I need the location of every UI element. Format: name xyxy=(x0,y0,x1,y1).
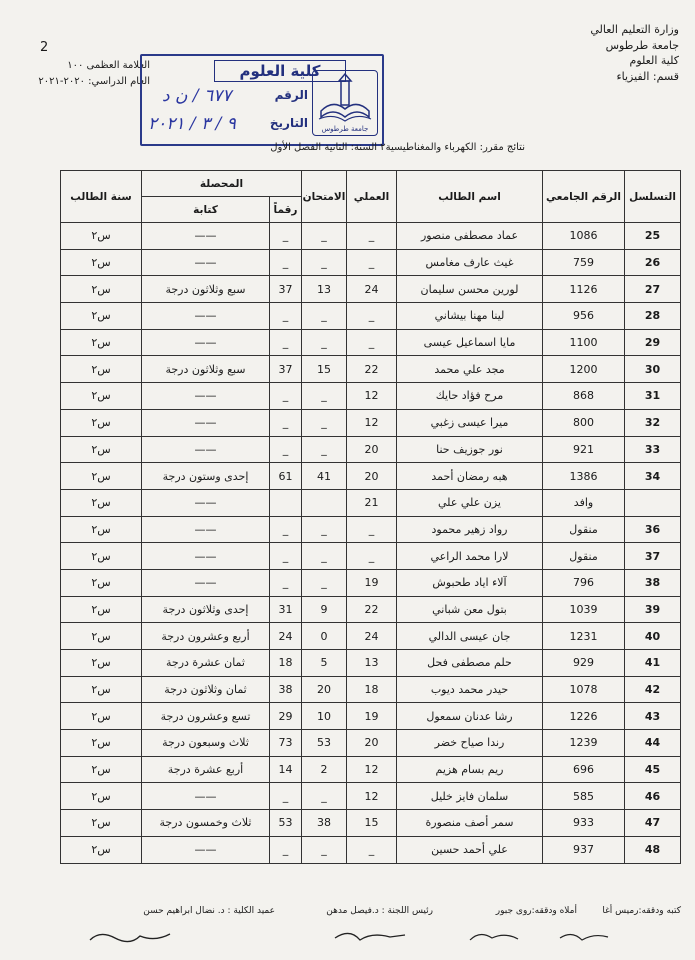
cell-student-year: س٢ xyxy=(61,756,142,783)
cell-exam: 41 xyxy=(302,463,347,490)
cell-univ-no: 1239 xyxy=(543,730,625,757)
cell-student-year: س٢ xyxy=(61,810,142,837)
table-row xyxy=(61,703,681,730)
cell-practical: _ xyxy=(347,543,397,570)
table-row xyxy=(61,383,681,410)
page-number: 2 xyxy=(40,40,49,55)
header-institution xyxy=(499,22,679,84)
cell-univ-no: منقول xyxy=(543,543,625,570)
cell-student-name: سلمان فايز خليل xyxy=(397,783,543,810)
cell-total-words: إحدى وستون درجة xyxy=(142,463,270,490)
stamp-title: كلية العلوم xyxy=(214,60,346,82)
cell-exam: _ xyxy=(302,223,347,250)
table-row xyxy=(61,569,681,596)
cell-student-name: جان عيسى الدالي xyxy=(397,623,543,650)
cell-exam: _ xyxy=(302,383,347,410)
max-mark: العلامة العظمى ١٠٠ xyxy=(67,60,150,71)
cell-student-name: حلم مصطفى فحل xyxy=(397,650,543,677)
cell-serial: 38 xyxy=(625,569,681,596)
cell-total-digits: 31 xyxy=(270,596,302,623)
header-meta xyxy=(30,58,150,90)
cell-total-digits: 38 xyxy=(270,676,302,703)
cell-serial: 27 xyxy=(625,276,681,303)
results-rows xyxy=(61,223,681,864)
cell-student-year: س٢ xyxy=(61,543,142,570)
cell-serial: 44 xyxy=(625,730,681,757)
cell-univ-no: 1226 xyxy=(543,703,625,730)
cell-total-words: —— xyxy=(142,569,270,596)
cell-exam: _ xyxy=(302,409,347,436)
cell-serial: 28 xyxy=(625,303,681,330)
stamp-number-label: الرقم xyxy=(274,88,308,102)
cell-student-name: رشا عدنان سمعول xyxy=(397,703,543,730)
header-year: سنة الطالب xyxy=(61,171,142,223)
cell-practical: 12 xyxy=(347,409,397,436)
table-row xyxy=(61,223,681,250)
cell-total-words: إحدى وثلاثون درجة xyxy=(142,596,270,623)
cell-student-name: سمر أصف منصورة xyxy=(397,810,543,837)
table-row xyxy=(61,303,681,330)
cell-total-words: —— xyxy=(142,409,270,436)
cell-univ-no: منقول xyxy=(543,516,625,543)
cell-student-year: س٢ xyxy=(61,703,142,730)
cell-exam: 20 xyxy=(302,676,347,703)
header-total: المحصلة xyxy=(142,171,302,197)
cell-total-digits: 37 xyxy=(270,276,302,303)
cell-practical: _ xyxy=(347,516,397,543)
cell-total-words: سبع وثلاثون درجة xyxy=(142,276,270,303)
faculty-name: كلية العلوم xyxy=(629,54,679,67)
cell-total-digits: 18 xyxy=(270,650,302,677)
cell-total-words: —— xyxy=(142,783,270,810)
cell-exam: _ xyxy=(302,543,347,570)
table-row xyxy=(61,783,681,810)
cell-exam: 38 xyxy=(302,810,347,837)
cell-univ-no: 1078 xyxy=(543,676,625,703)
cell-univ-no: 1100 xyxy=(543,329,625,356)
cell-serial: 42 xyxy=(625,676,681,703)
cell-exam: 0 xyxy=(302,623,347,650)
cell-practical: 13 xyxy=(347,650,397,677)
cell-student-year: س٢ xyxy=(61,676,142,703)
cell-student-year: س٢ xyxy=(61,356,142,383)
cell-univ-no: 956 xyxy=(543,303,625,330)
cell-total-words: ثمان وثلاثون درجة xyxy=(142,676,270,703)
university-name: جامعة طرطوس xyxy=(605,38,679,52)
seal-text: جامعة طرطوس xyxy=(321,125,369,133)
table-row xyxy=(61,810,681,837)
results-table xyxy=(60,170,681,864)
cell-serial: 39 xyxy=(625,596,681,623)
cell-student-year: س٢ xyxy=(61,223,142,250)
cell-total-words: —— xyxy=(142,303,270,330)
cell-student-name: حيدر محمد ديوب xyxy=(397,676,543,703)
cell-exam: _ xyxy=(302,516,347,543)
cell-serial: 46 xyxy=(625,783,681,810)
cell-serial: 41 xyxy=(625,650,681,677)
cell-student-name: يزن علي علي xyxy=(397,489,543,516)
cell-serial: 26 xyxy=(625,249,681,276)
cell-univ-no: 1386 xyxy=(543,463,625,490)
cell-serial: 47 xyxy=(625,810,681,837)
cell-student-name: آلاء اياد طحبوش xyxy=(397,569,543,596)
table-row xyxy=(61,676,681,703)
cell-student-year: س٢ xyxy=(61,249,142,276)
header-digits: رقماً xyxy=(270,197,302,223)
cell-univ-no: 1126 xyxy=(543,276,625,303)
cell-student-year: س٢ xyxy=(61,463,142,490)
cell-serial: 37 xyxy=(625,543,681,570)
cell-student-name: رندا صياح خضر xyxy=(397,730,543,757)
table-row xyxy=(61,836,681,863)
cell-serial: 48 xyxy=(625,836,681,863)
cell-student-name: ريم بسام هزيم xyxy=(397,756,543,783)
header-serial: التسلسل xyxy=(625,171,681,223)
header-univ-no: الرقم الجامعي xyxy=(543,171,625,223)
cell-exam: 13 xyxy=(302,276,347,303)
cell-student-year: س٢ xyxy=(61,303,142,330)
cell-total-digits: _ xyxy=(270,569,302,596)
cell-serial: 33 xyxy=(625,436,681,463)
cell-univ-no: 868 xyxy=(543,383,625,410)
cell-practical: 12 xyxy=(347,383,397,410)
cell-univ-no: 1231 xyxy=(543,623,625,650)
cell-univ-no: 921 xyxy=(543,436,625,463)
table-row xyxy=(61,623,681,650)
cell-student-year: س٢ xyxy=(61,489,142,516)
cell-student-name: هبه رمضان أحمد xyxy=(397,463,543,490)
cell-practical: 22 xyxy=(347,596,397,623)
cell-practical: _ xyxy=(347,249,397,276)
cell-univ-no: 933 xyxy=(543,810,625,837)
cell-total-digits: 73 xyxy=(270,730,302,757)
cell-total-words: —— xyxy=(142,489,270,516)
cell-univ-no: 1039 xyxy=(543,596,625,623)
header-name: اسم الطالب xyxy=(397,171,543,223)
cell-serial: 43 xyxy=(625,703,681,730)
cell-serial: 36 xyxy=(625,516,681,543)
cell-total-digits: 37 xyxy=(270,356,302,383)
cell-serial: 32 xyxy=(625,409,681,436)
cell-student-name: بتول معن شباني xyxy=(397,596,543,623)
cell-serial: 30 xyxy=(625,356,681,383)
cell-univ-no: 585 xyxy=(543,783,625,810)
academic-year: العام الدراسي: ٢٠٢٠-٢٠٢١ xyxy=(38,76,150,87)
cell-exam xyxy=(302,489,347,516)
cell-total-digits: _ xyxy=(270,436,302,463)
cell-practical: 20 xyxy=(347,463,397,490)
dictated-signature-label: أملاه ودققه:روى جبور xyxy=(495,906,577,916)
cell-total-digits: _ xyxy=(270,409,302,436)
cell-student-year: س٢ xyxy=(61,329,142,356)
cell-student-name: غيث عارف مغامس xyxy=(397,249,543,276)
cell-serial: 25 xyxy=(625,223,681,250)
cell-exam: _ xyxy=(302,303,347,330)
cell-univ-no: 937 xyxy=(543,836,625,863)
table-row xyxy=(61,249,681,276)
table-row xyxy=(61,650,681,677)
cell-practical: _ xyxy=(347,303,397,330)
table-row xyxy=(61,489,681,516)
cell-univ-no: 800 xyxy=(543,409,625,436)
cell-total-words: —— xyxy=(142,543,270,570)
cell-total-words: ثمان عشرة درجة xyxy=(142,650,270,677)
cell-practical: 12 xyxy=(347,756,397,783)
cell-student-name: ميرا عيسى زغبي xyxy=(397,409,543,436)
table-row xyxy=(61,409,681,436)
table-row xyxy=(61,276,681,303)
cell-total-words: —— xyxy=(142,836,270,863)
cell-exam: 2 xyxy=(302,756,347,783)
ministry-name: وزارة التعليم العالي xyxy=(590,23,679,36)
cell-practical: _ xyxy=(347,223,397,250)
cell-exam: 9 xyxy=(302,596,347,623)
faculty-stamp xyxy=(140,54,384,146)
cell-total-words: سبع وثلاثون درجة xyxy=(142,356,270,383)
cell-student-year: س٢ xyxy=(61,623,142,650)
header-exam: الامتحان xyxy=(302,171,347,223)
cell-student-name: لارا محمد الراعي xyxy=(397,543,543,570)
cell-practical: 19 xyxy=(347,569,397,596)
cell-total-digits: _ xyxy=(270,383,302,410)
cell-student-year: س٢ xyxy=(61,276,142,303)
dean-label: عميد الكلية : د. نضال ابراهيم حسن xyxy=(143,906,275,916)
stamp-date-value: ٩ / ٣ / ٢٠٢١ xyxy=(148,114,236,134)
cell-total-words: —— xyxy=(142,223,270,250)
cell-univ-no: وافد xyxy=(543,489,625,516)
cell-total-digits: 24 xyxy=(270,623,302,650)
table-row xyxy=(61,730,681,757)
cell-total-digits: 61 xyxy=(270,463,302,490)
cell-student-name: عماد مصطفى منصور xyxy=(397,223,543,250)
cell-total-digits: 53 xyxy=(270,810,302,837)
cell-student-name: علي أحمد حسين xyxy=(397,836,543,863)
cell-student-name: نور جوزيف حنا xyxy=(397,436,543,463)
cell-total-words: أربع وعشرون درجة xyxy=(142,623,270,650)
cell-total-digits: _ xyxy=(270,329,302,356)
cell-practical: 20 xyxy=(347,436,397,463)
cell-total-digits: 14 xyxy=(270,756,302,783)
course-results-title: نتائج مقرر: الكهرباء والمغناطيسية٢ السنة: الثانية الفصل الأول xyxy=(270,142,525,153)
cell-univ-no: 929 xyxy=(543,650,625,677)
cell-total-digits: _ xyxy=(270,543,302,570)
cell-practical: 20 xyxy=(347,730,397,757)
cell-student-name: مايا اسماعيل عيسى xyxy=(397,329,543,356)
cell-total-words: —— xyxy=(142,383,270,410)
cell-student-name: لينا مهنا بيشاني xyxy=(397,303,543,330)
cell-serial: 45 xyxy=(625,756,681,783)
writer-signature-label: كتبه ودققه:رميس أغا xyxy=(602,906,681,916)
cell-student-year: س٢ xyxy=(61,436,142,463)
cell-total-words: —— xyxy=(142,249,270,276)
table-row xyxy=(61,356,681,383)
cell-student-year: س٢ xyxy=(61,650,142,677)
cell-total-digits: 29 xyxy=(270,703,302,730)
cell-serial: 40 xyxy=(625,623,681,650)
cell-serial: 31 xyxy=(625,383,681,410)
cell-practical: 18 xyxy=(347,676,397,703)
cell-student-year: س٢ xyxy=(61,516,142,543)
department-name: قسم: الفيزياء xyxy=(616,69,679,83)
cell-exam: _ xyxy=(302,249,347,276)
table-row xyxy=(61,543,681,570)
cell-total-digits: _ xyxy=(270,303,302,330)
cell-total-digits: _ xyxy=(270,836,302,863)
cell-student-year: س٢ xyxy=(61,783,142,810)
cell-univ-no: 1086 xyxy=(543,223,625,250)
cell-univ-no: 696 xyxy=(543,756,625,783)
cell-practical: 15 xyxy=(347,810,397,837)
committee-head-label: رئيس اللجنة : د.فيصل مدهن xyxy=(326,906,433,916)
cell-student-year: س٢ xyxy=(61,836,142,863)
cell-total-words: تسع وعشرون درجة xyxy=(142,703,270,730)
table-row xyxy=(61,329,681,356)
table-row xyxy=(61,463,681,490)
signature-scribbles-icon xyxy=(60,928,620,946)
cell-practical: 19 xyxy=(347,703,397,730)
cell-univ-no: 1200 xyxy=(543,356,625,383)
cell-practical: _ xyxy=(347,836,397,863)
cell-exam: 5 xyxy=(302,650,347,677)
cell-exam: _ xyxy=(302,783,347,810)
cell-total-words: أربع عشرة درجة xyxy=(142,756,270,783)
table-row xyxy=(61,436,681,463)
cell-total-digits: _ xyxy=(270,516,302,543)
cell-student-year: س٢ xyxy=(61,569,142,596)
stamp-date-label: التاريخ xyxy=(269,116,308,130)
cell-univ-no: 759 xyxy=(543,249,625,276)
cell-total-words: ثلاث وسبعون درجة xyxy=(142,730,270,757)
cell-exam: _ xyxy=(302,329,347,356)
cell-student-name: مجد علي محمد xyxy=(397,356,543,383)
cell-student-name: مرح فؤاد حايك xyxy=(397,383,543,410)
cell-total-digits: _ xyxy=(270,783,302,810)
course-caption xyxy=(140,142,525,154)
table-row xyxy=(61,516,681,543)
cell-total-words: —— xyxy=(142,329,270,356)
cell-total-digits: _ xyxy=(270,249,302,276)
header-practical: العملي xyxy=(347,171,397,223)
cell-student-year: س٢ xyxy=(61,409,142,436)
cell-practical: 22 xyxy=(347,356,397,383)
cell-total-words: —— xyxy=(142,436,270,463)
cell-total-digits: _ xyxy=(270,223,302,250)
cell-practical: 24 xyxy=(347,623,397,650)
table-row xyxy=(61,596,681,623)
cell-practical: 12 xyxy=(347,783,397,810)
cell-practical: _ xyxy=(347,329,397,356)
cell-serial: 29 xyxy=(625,329,681,356)
stamp-number-value: ٦٧٧ / ن د xyxy=(162,86,232,106)
cell-exam: 10 xyxy=(302,703,347,730)
cell-exam: _ xyxy=(302,569,347,596)
cell-serial: 34 xyxy=(625,463,681,490)
cell-serial xyxy=(625,489,681,516)
cell-total-words: —— xyxy=(142,516,270,543)
cell-student-name: رواد زهير محمود xyxy=(397,516,543,543)
cell-student-year: س٢ xyxy=(61,730,142,757)
cell-total-digits xyxy=(270,489,302,516)
cell-exam: _ xyxy=(302,436,347,463)
cell-student-year: س٢ xyxy=(61,596,142,623)
cell-student-name: لورين محسن سليمان xyxy=(397,276,543,303)
cell-practical: 24 xyxy=(347,276,397,303)
cell-univ-no: 796 xyxy=(543,569,625,596)
cell-exam: _ xyxy=(302,836,347,863)
header-words: كتابة xyxy=(142,197,270,223)
cell-exam: 15 xyxy=(302,356,347,383)
university-seal-icon xyxy=(312,70,378,136)
table-row xyxy=(61,756,681,783)
cell-total-words: ثلاث وخمسون درجة xyxy=(142,810,270,837)
cell-practical: 21 xyxy=(347,489,397,516)
cell-student-year: س٢ xyxy=(61,383,142,410)
cell-exam: 53 xyxy=(302,730,347,757)
